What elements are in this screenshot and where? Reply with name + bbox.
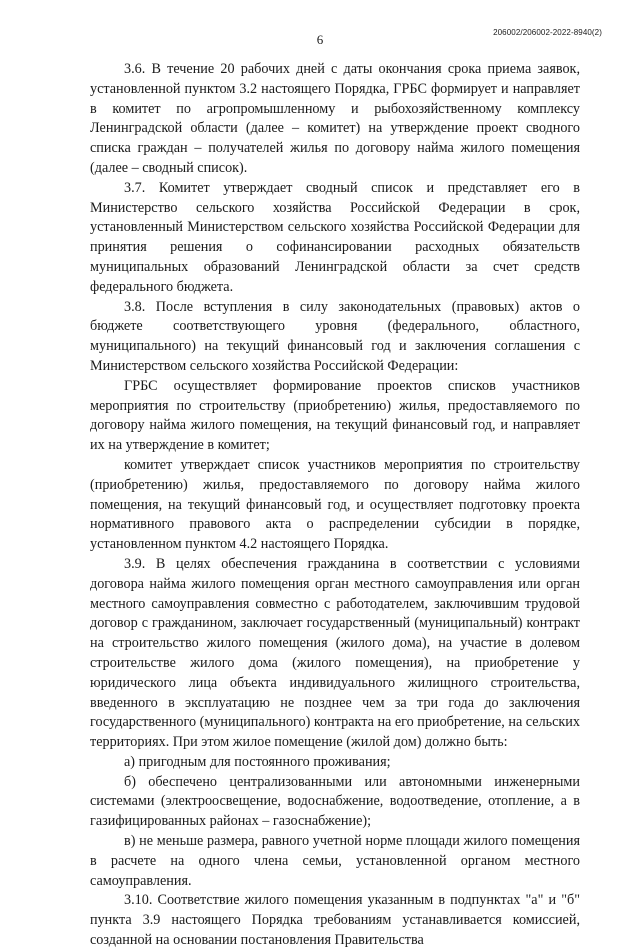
paragraph-3-8: 3.8. После вступления в силу законодательных (правовых) актов о бюджете соответствующего уровня (федерального, областного, муниципального) на текущий финансовый год и заключения соглашения с Министерством сельского хозяйства Российской Федерации: — [90, 298, 580, 374]
page-number: 6 — [316, 32, 324, 47]
paragraph-item-a: а) пригодным для постоянного проживания; — [124, 753, 391, 770]
paragraph-item-v: в) не меньше размера, равного учетной норме площади жилого помещения в расчете на одного члена семьи, установленной органом местного самоуправления. — [90, 833, 580, 889]
document-id: 206002/206002-2022-8940(2) — [493, 28, 602, 37]
paragraph-item-b: б) обеспечено централизованными или автономными инженерными системами (электроосвещение, водоснабжение, водоотведение, отопление, а в газифицированных районах – газоснабжение); — [90, 773, 580, 830]
paragraph-3-10: 3.10. Соответствие жилого помещения указанным в подпунктах "а" и "б" пункта 3.9 настоящего Порядка требованиям устанавливается комиссией, созданной на основании постановления Правительства — [90, 892, 580, 949]
document-body — [90, 60, 580, 951]
paragraph-committee: комитет утверждает список участников мероприятия по строительству (приобретению) жилья, предоставляемого по договору найма жилого помещения, на текущий финансовый год, и осуществляет подготовку проекта нормативного правового акта о распределении субсидии в порядке, установленном пунктом 4.2 настоящего Порядка. — [90, 456, 580, 553]
paragraph-grbs: ГРБС осуществляет формирование проектов списков участников мероприятия по строительству (приобретению) жилья, предоставляемого по договору найма жилого помещения, на текущий финансовый год, и направляет их на утверждение в комитет; — [90, 377, 580, 454]
paragraph-3-7: 3.7. Комитет утверждает сводный список и представляет его в Министерство сельского хозяйства Российской Федерации в срок, установленный Министерством сельского хозяйства Российской Федерации для принятия решения о софинансировании расходных обязательств муниципальных образований Ленинградской области за счет средств федерального бюджета. — [90, 179, 580, 295]
paragraph-3-6: 3.6. В течение 20 рабочих дней с даты окончания срока приема заявок, установленной пунктом 3.2 настоящего Порядка, ГРБС формирует и направляет в комитет по агропромышленному и рыбохозяйственному комплексу Ленинградской области (далее – комитет) на утверждение проект сводного списка граждан – получателей жилья по договору найма жилого помещения (далее – сводный список). — [90, 61, 580, 176]
paragraph-3-9: 3.9. В целях обеспечения гражданина в соответствии с условиями договора найма жилого помещения орган местного самоуправления или орган местного самоуправления совместно с работодателем, заключившим трудовой договор с гражданином, заключает государственный (муниципальный) контракт на строительство жилого помещения (жилого дома), на участие в долевом строительстве жилого дома (жилого помещения), на приобретение у юридического лица объекта индивидуального жилищного строительства, введенного в эксплуатацию не позднее чем за три года до заключения государственного (муниципального) контракта на его приобретение, на сельских территориях. При этом жилое помещение (жилой дом) должно быть: — [90, 555, 580, 751]
